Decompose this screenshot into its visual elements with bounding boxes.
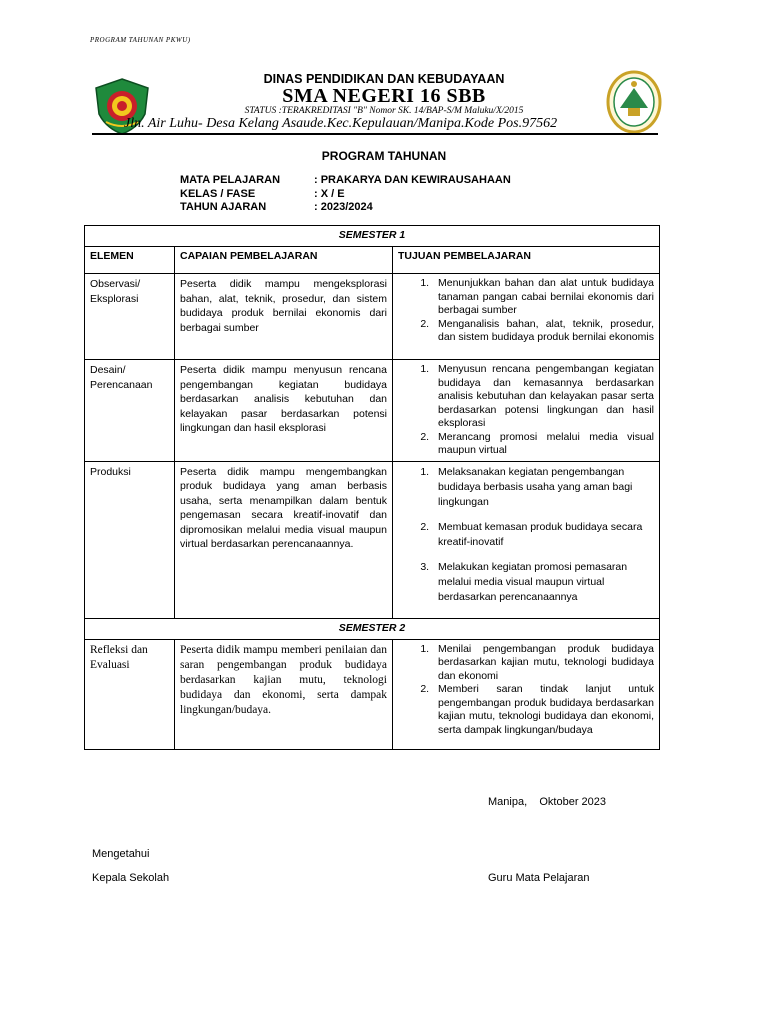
year-value: : 2023/2024 (314, 201, 373, 213)
header-capaian: CAPAIAN PEMBELAJARAN (175, 247, 393, 274)
elemen-cell: Refleksi dan Evaluasi (85, 639, 175, 749)
accreditation-status: STATUS :TERAKREDITASI "B" Nomor SK. 14/BAP-S/M Maluku/X/2015 (244, 106, 524, 116)
tujuan-list (398, 277, 654, 345)
list-item: 3. Melakukan kegiatan promosi pemasaran melalui media visual maupun virtual berdasarkan perencanaannya (432, 560, 654, 605)
document-title: PROGRAM TAHUNAN (321, 149, 447, 163)
tujuan-cell (393, 360, 660, 462)
teacher-label: Guru Mata Pelajaran (488, 872, 590, 884)
capaian-cell: Peserta didik mampu memberi penilaian dan saran pengembangan produk budidaya berdasarkan kajian mutu, teknologi budidaya dan ekonomi, serta dampak lingkungan/budaya. (175, 639, 393, 749)
elemen-cell: Produksi (85, 461, 175, 618)
agency-name: DINAS PENDIDIKAN DAN KEBUDAYAAN (263, 72, 505, 86)
place-date: Manipa, Oktober 2023 (488, 796, 607, 808)
principal-label: Kepala Sekolah (92, 872, 170, 884)
semester-row (85, 226, 660, 247)
list-item: 2. Membuat kemasan produk budidaya secara kreatif-inovatif (432, 520, 654, 550)
elemen-cell: Desain/ Perencanaan (85, 360, 175, 462)
subject-value: : PRAKARYA DAN KEWIRAUSAHAAN (314, 174, 511, 186)
tujuan-cell (393, 639, 660, 749)
capaian-cell: Peserta didik mampu mengeksplorasi bahan, alat, teknik, prosedur, dan sistem budidaya produk bernilai ekonomis dari berbagai sumber (175, 274, 393, 360)
header-tujuan: TUJUAN PEMBELAJARAN (393, 247, 660, 274)
class-value: : X / E (314, 187, 345, 200)
semester-row (85, 618, 660, 639)
list-item: 1. Menilai pengembangan produk budidaya berdasarkan kajian mutu, teknologi budidaya dan ekonomi (432, 643, 654, 684)
list-item: 2. Memberi saran tindak lanjut untuk pengembangan produk budidaya berdasarkan kajian mutu, teknologi budidaya dan ekonomi, serta dampak lingkungan/budaya (432, 683, 654, 737)
table-header-row (85, 247, 660, 274)
header-elemen: ELEMEN (85, 247, 175, 274)
semester-1-label: SEMESTER 1 (85, 226, 660, 247)
tujuan-list (398, 363, 654, 458)
acknowledged-label: Mengetahui (92, 848, 150, 860)
list-item: 2. Merancang promosi melalui media visual maupun virtual (432, 431, 654, 458)
year-label: TAHUN AJARAN (180, 201, 267, 213)
elemen-cell: Observasi/ Eksplorasi (85, 274, 175, 360)
document-meta (180, 174, 511, 215)
table-row (85, 461, 660, 618)
school-address: Jln. Air Luhu- Desa Kelang Asaude.Kec.Kepulauan/Manipa.Kode Pos.97562 (124, 116, 558, 131)
annual-program-table (84, 225, 660, 750)
table-row (85, 274, 660, 360)
letterhead-divider (92, 133, 658, 135)
class-label: KELAS / FASE (180, 187, 256, 200)
tujuan-list (398, 465, 654, 605)
list-item: 1. Melaksanakan kegiatan pengembangan budidaya berbasis usaha yang aman bagi lingkungan (432, 465, 654, 510)
tujuan-cell (393, 461, 660, 618)
capaian-cell: Peserta didik mampu mengembangkan produk budidaya yang aman berbasis usaha, serta menampilkan dalam bentuk pengemasan secara kreatif-inovatif dan dipromosikan melalui media visual maupun virtual berdasarkan perencanaannya. (175, 461, 393, 618)
list-item: 1. Menunjukkan bahan dan alat untuk budidaya tanaman pangan cabai bernilai ekonomis dari berbagai sumber (432, 277, 654, 318)
running-header: PROGRAM TAHUNAN PKWU) (90, 36, 191, 44)
semester-2-label: SEMESTER 2 (85, 618, 660, 639)
table-row (85, 360, 660, 462)
capaian-cell: Peserta didik mampu menyusun rencana pengembangan kegiatan budidaya berdasarkan analisis kebutuhan dan kelayakan pasar berdasarkan potensi lingkungan dan hasil eksplorasi (175, 360, 393, 462)
school-name: SMA NEGERI 16 SBB (282, 85, 486, 107)
subject-label: MATA PELAJARAN (180, 174, 281, 186)
tujuan-list (398, 643, 654, 738)
list-item: 1. Menyusun rencana pengembangan kegiatan budidaya dan kemasannya berdasarkan analisis kebutuhan dan kelayakan pasar serta berdasarkan potensi lingkungan dan hasil eksplorasi (432, 363, 654, 431)
table-row (85, 639, 660, 749)
tujuan-cell (393, 274, 660, 360)
list-item: 2. Menganalisis bahan, alat, teknik, prosedur, dan sistem budidaya produk bernilai ekonomis (432, 318, 654, 345)
